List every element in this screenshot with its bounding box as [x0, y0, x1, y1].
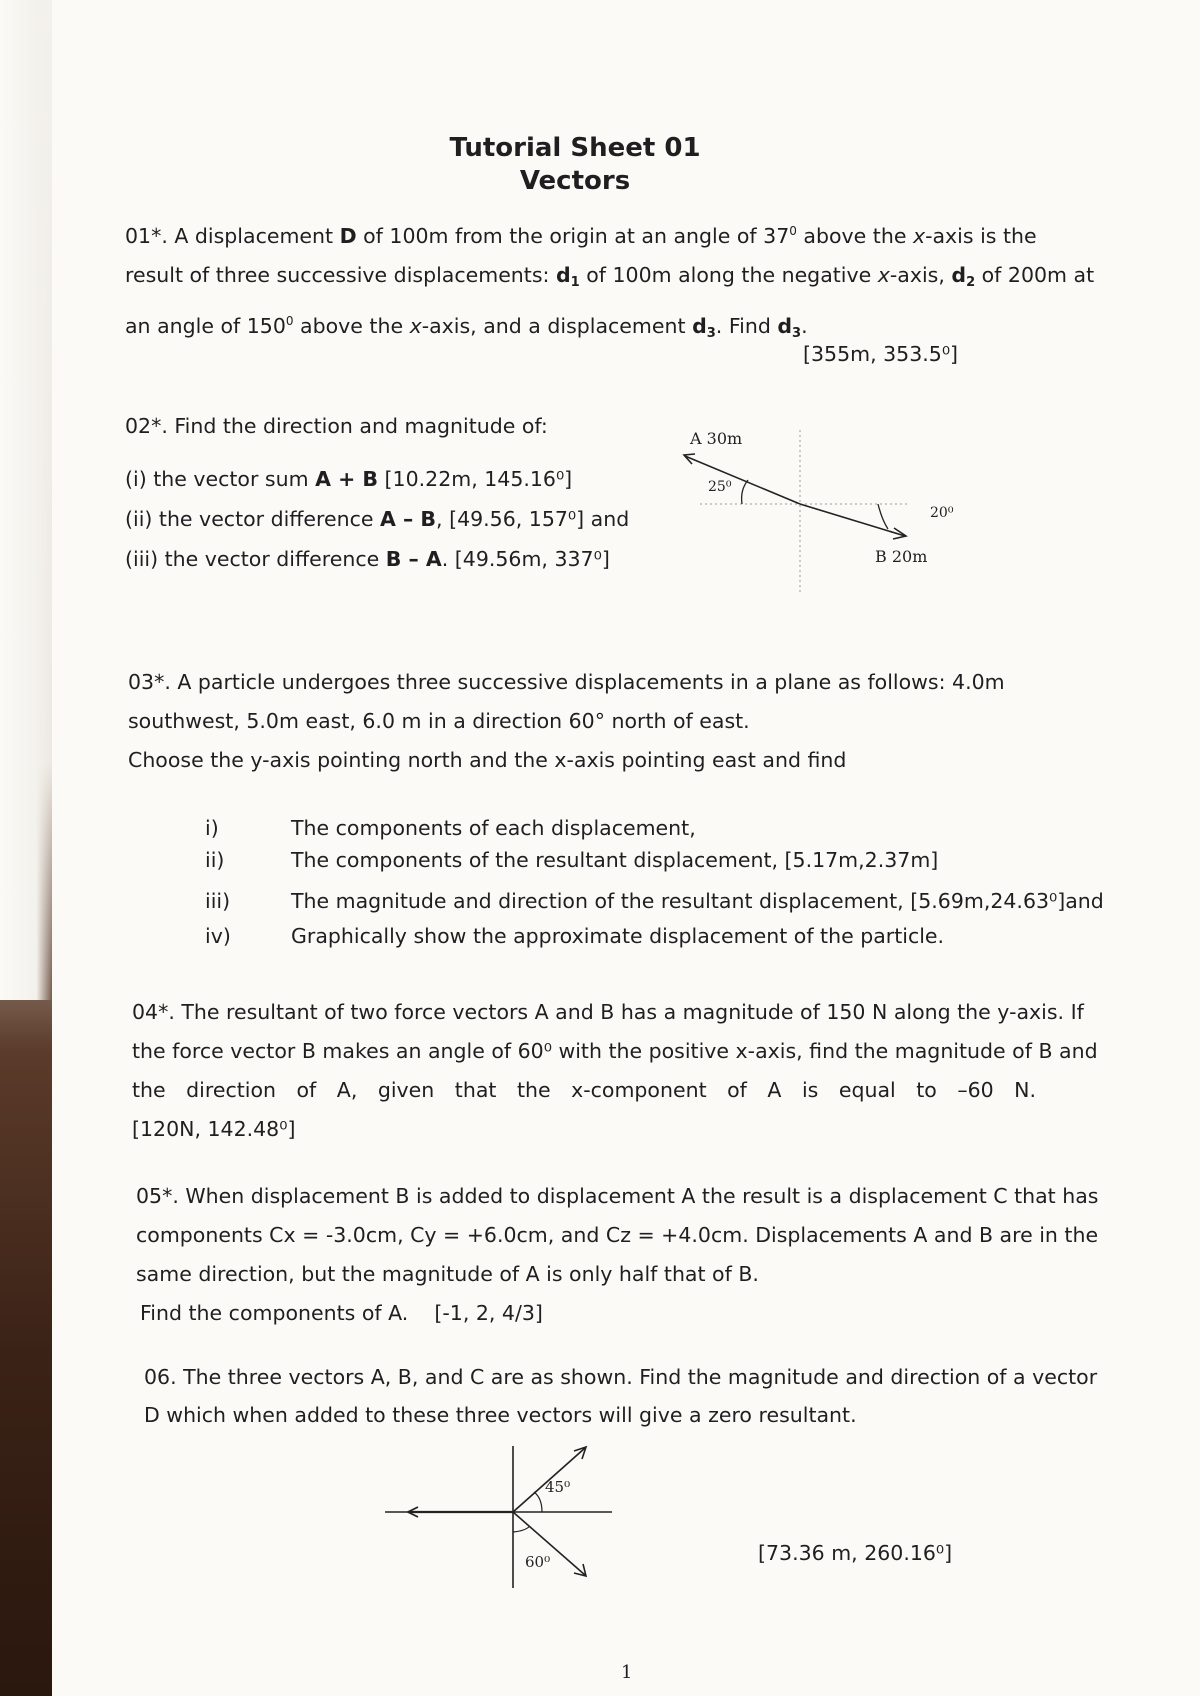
- question-5-line-4: Find the components of A. [-1, 2, 4/3]: [140, 1301, 543, 1325]
- question-6-line-2: D which when added to these three vectors will give a zero resultant.: [144, 1403, 857, 1427]
- question-3-line-3: Choose the y-axis pointing north and the x-axis pointing east and find: [128, 748, 847, 772]
- angle-a-label: 25⁰: [708, 479, 732, 495]
- question-2-diagram: [670, 420, 970, 600]
- question-1-line-1: 01*. A displacement D of 100m from the origin at an angle of $37^0$ above the x-axis is the: [125, 224, 1037, 248]
- item-text: Graphically show the approximate displacement of the particle.: [291, 924, 945, 948]
- question-6-diagram: [380, 1440, 620, 1590]
- question-1-answer: [355m, 353.5⁰]: [803, 342, 959, 366]
- item-text: The magnitude and direction of the resultant displacement, [5.69m,24.63⁰]and: [291, 889, 1104, 913]
- question-2-item: (ii) the vector difference A – B, [49.56, 157⁰] and: [125, 507, 630, 531]
- question-4-line-1: 04*. The resultant of two force vectors A and B has a magnitude of 150 N along the y-axis. If: [132, 1000, 1084, 1024]
- question-5-line-1: 05*. When displacement B is added to displacement A the result is a displacement C that has: [136, 1184, 1099, 1208]
- angle-arc-top: [534, 1492, 542, 1512]
- question-2-intro: 02*. Find the direction and magnitude of:: [125, 414, 548, 438]
- question-4-line-2: the force vector B makes an angle of 60⁰ with the positive x-axis, find the magnitude of B and: [132, 1039, 1098, 1063]
- item-text: The components of each displacement,: [291, 816, 696, 840]
- question-1: [125, 212, 1125, 353]
- vector-b-line: [800, 504, 905, 536]
- question-4-line-3: the direction of A, given that the x-component of A is equal to –60 N.: [132, 1078, 1037, 1102]
- question-2-item: (i) the vector sum A + B [10.22m, 145.16⁰]: [125, 467, 573, 491]
- question-3-line-1: 03*. A particle undergoes three successive displacements in a plane as follows: 4.0m: [128, 670, 1005, 694]
- page-title: Tutorial Sheet 01: [449, 133, 701, 163]
- question-3-line-2: southwest, 5.0m east, 6.0 m in a direction 60° north of east.: [128, 709, 750, 733]
- angle-bottom-label: 60⁰: [525, 1553, 551, 1571]
- question-5-answer: [-1, 2, 4/3]: [434, 1301, 543, 1325]
- question-6-answer: [73.36 m, 260.16⁰]: [758, 1541, 953, 1565]
- angle-top-label: 45⁰: [545, 1478, 571, 1496]
- vector-a-label: A 30m: [690, 429, 743, 448]
- angle-arc-bottom: [513, 1526, 530, 1532]
- question-6-line-1: 06. The three vectors A, B, and C are as shown. Find the magnitude and direction of a vector: [144, 1365, 1098, 1389]
- item-text: The components of the resultant displacement, [5.17m,2.37m]: [291, 848, 939, 872]
- question-2-item: (iii) the vector difference B – A. [49.56m, 337⁰]: [125, 547, 610, 571]
- question-5-line-3: same direction, but the magnitude of A is only half that of B.: [136, 1262, 759, 1286]
- question-2-items: [125, 459, 629, 579]
- item-number: iv): [205, 924, 231, 948]
- question-4-answer: [120N, 142.48⁰]: [132, 1117, 296, 1141]
- angle-arc-b: [878, 504, 888, 529]
- question-5-line-2: components Cx = -3.0cm, Cy = +6.0cm, and Cz = +4.0cm. Displacements A and B are in the: [136, 1223, 1099, 1247]
- angle-arc-a: [742, 480, 748, 504]
- vector-a-line: [685, 456, 800, 504]
- angle-b-label: 20⁰: [930, 505, 954, 521]
- page-subtitle: Vectors: [519, 166, 631, 196]
- item-number: iii): [205, 889, 231, 913]
- item-number: ii): [205, 848, 225, 872]
- vector-b-label: B 20m: [875, 547, 928, 566]
- page-number: 1: [621, 1662, 633, 1683]
- item-number: i): [205, 816, 219, 840]
- question-1-line-3: an angle of $150^0$ above the x-axis, and a displacement $d_3$. Find $d_3$.: [125, 314, 808, 341]
- question-1-line-2: result of three successive displacements: $d_1$ of 100m along the negative x-axis, $d_2$ of 200m at: [125, 263, 1095, 290]
